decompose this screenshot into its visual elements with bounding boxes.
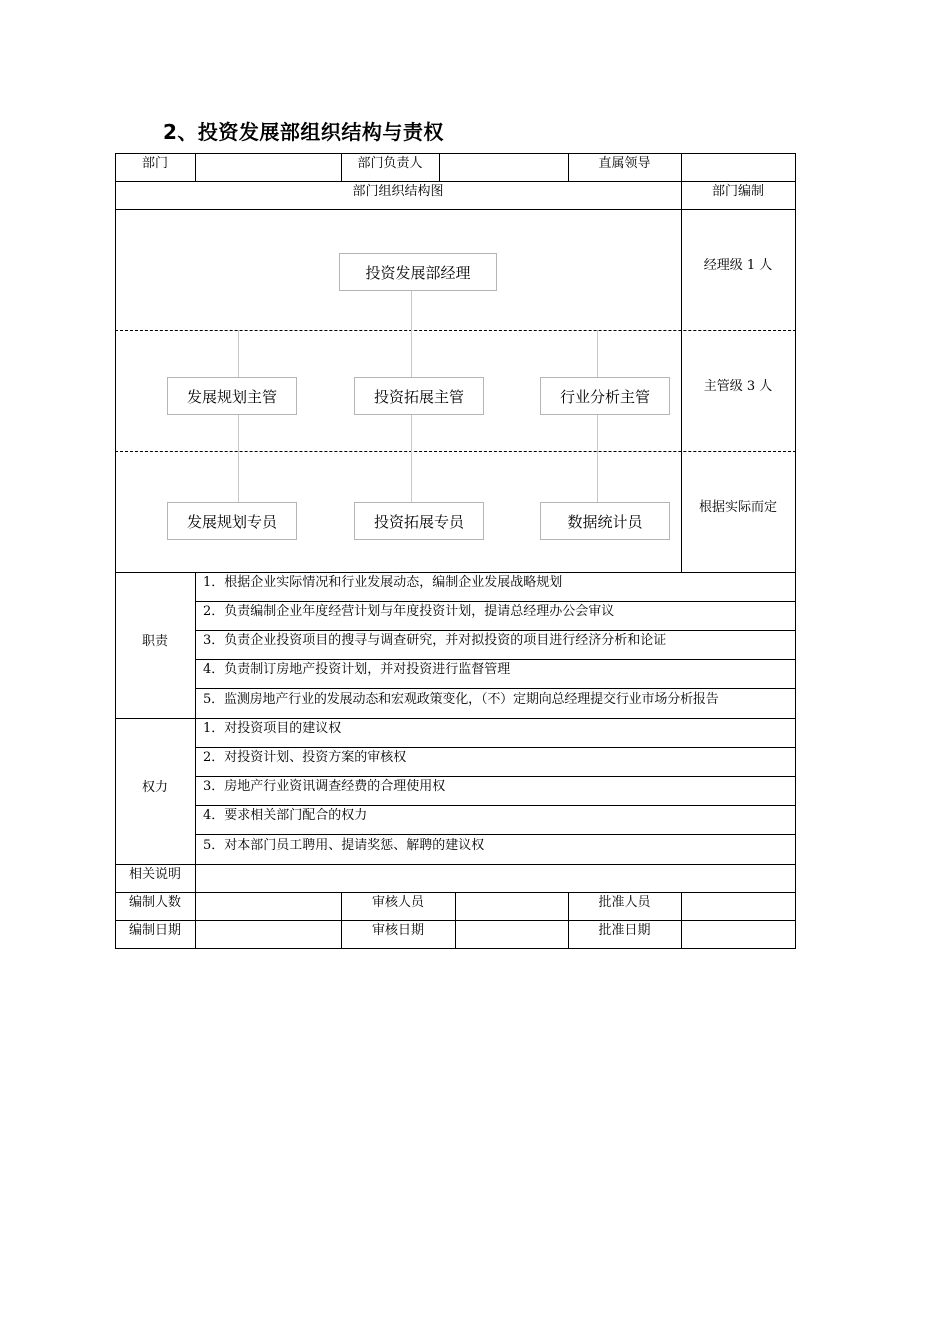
power-item: 3．房地产行业资讯调查经费的合理使用权: [203, 779, 446, 794]
staffing-supervisor: 主管级 3 人: [703, 379, 773, 394]
staffing-heading: 部门编制: [711, 184, 764, 199]
page-title: 2、投资发展部组织结构与责权: [163, 120, 444, 144]
approver-label: 批准人员: [598, 895, 651, 910]
org-node-supervisor: 投资拓展主管: [354, 377, 484, 415]
org-node-manager: 投资发展部经理: [339, 253, 497, 291]
org-node-supervisor: 发展规划主管: [167, 377, 297, 415]
org-chart-heading: 部门组织结构图: [352, 184, 444, 199]
duty-item: 1．根据企业实际情况和行业发展动态，编制企业发展战略规划: [203, 575, 563, 590]
duty-item: 4．负责制订房地产投资计划，并对投资进行监督管理: [203, 662, 511, 677]
direct-leader-label: 直属领导: [598, 156, 651, 171]
notes-label: 相关说明: [128, 867, 181, 882]
power-item: 5．对本部门员工聘用、提请奖惩、解聘的建议权: [203, 838, 485, 853]
dept-head-label: 部门负责人: [357, 156, 423, 171]
duty-item: 2．负责编制企业年度经营计划与年度投资计划，提请总经理办公会审议: [203, 604, 615, 619]
reviewer-label: 审核人员: [371, 895, 424, 910]
org-node-supervisor: 行业分析主管: [540, 377, 670, 415]
headcount-label: 编制人数: [128, 895, 181, 910]
duty-item: 5．监测房地产行业的发展动态和宏观政策变化，（不）定期向总经理提交行业市场分析报告: [203, 692, 719, 707]
org-node-specialist: 数据统计员: [540, 502, 670, 540]
staffing-specialist: 根据实际而定: [698, 500, 777, 515]
approval-date-label: 批准日期: [598, 923, 651, 938]
duties-label: 职责: [141, 634, 168, 649]
power-item: 2．对投资计划、投资方案的审核权: [203, 750, 407, 765]
staffing-manager: 经理级 1 人: [703, 258, 773, 273]
duty-item: 3．负责企业投资项目的搜寻与调查研究，并对拟投资的项目进行经济分析和论证: [203, 633, 667, 648]
prepared-date-label: 编制日期: [128, 923, 181, 938]
org-node-specialist: 投资拓展专员: [354, 502, 484, 540]
power-item: 4．要求相关部门配合的权力: [203, 808, 368, 823]
powers-label: 权力: [141, 780, 168, 795]
org-node-specialist: 发展规划专员: [167, 502, 297, 540]
power-item: 1．对投资项目的建议权: [203, 721, 342, 736]
dept-label: 部门: [141, 156, 168, 171]
review-date-label: 审核日期: [371, 923, 424, 938]
